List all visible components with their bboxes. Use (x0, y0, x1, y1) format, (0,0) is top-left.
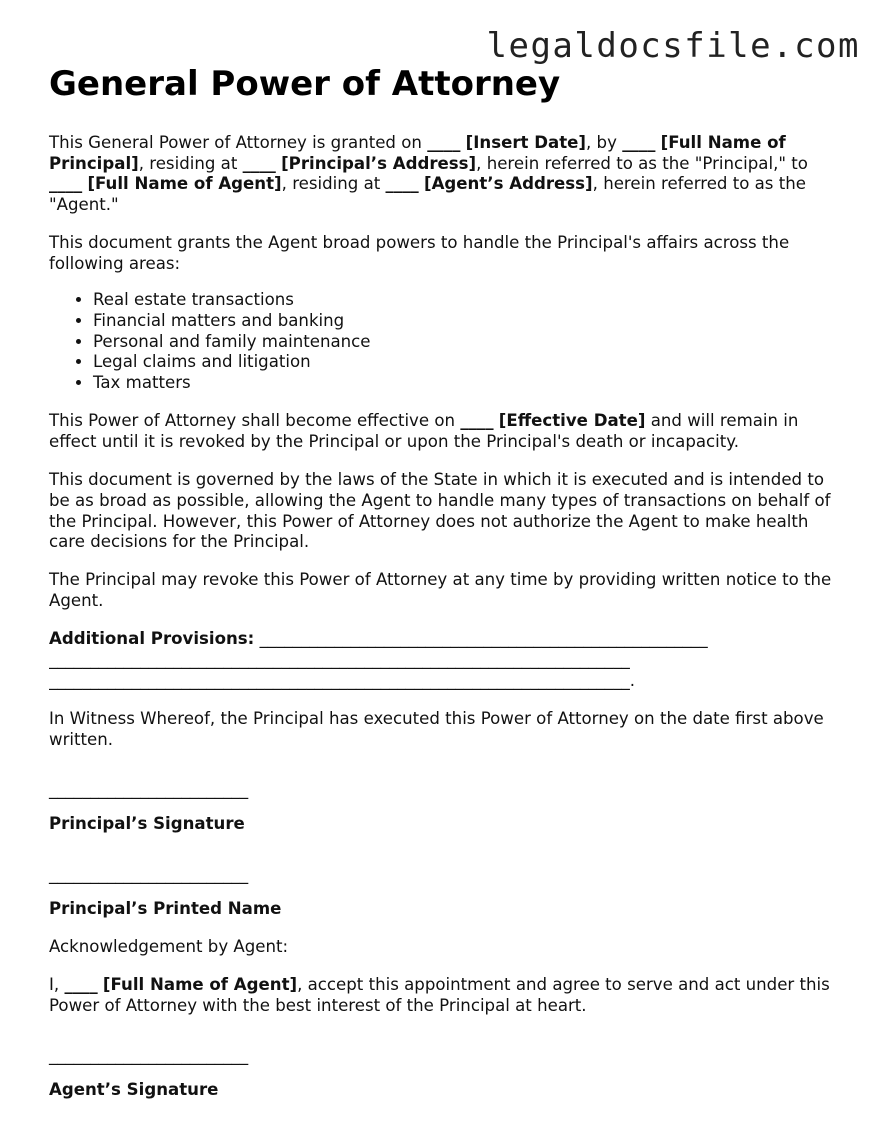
ack-agent-blank: ____ (64, 974, 98, 994)
principal-name-placeholder: [Full Name of Principal] (49, 133, 786, 173)
grant-paragraph: This document grants the Agent broad powers to handle the Principal's affairs across the following areas: (49, 233, 790, 274)
list-item: • Financial matters and banking (93, 311, 839, 332)
governing-law-paragraph: This document is governed by the laws of the State in which it is executed and is intended to be as broad as possible, allowing the Agent to handle many types of transactions on behalf of the Principal. However, this Power of Attorney does not authorize the Agent to make health care decisions for the Principal. (49, 470, 831, 552)
list-item: • Legal claims and litigation (93, 352, 839, 373)
provisions-blank-3: ______________________________________________________________________. (49, 670, 636, 690)
intro-paragraph (49, 133, 839, 216)
agent-address-blank: ____ (385, 174, 419, 194)
intro-text-4: , herein referred to as the "Principal," to (476, 153, 808, 173)
revocation-paragraph: The Principal may revoke this Power of Attorney at any time by providing written notice to the Agent. (49, 570, 832, 611)
list-item: • Real estate transactions (93, 290, 839, 311)
principal-address-placeholder: [Principal’s Address] (281, 153, 477, 173)
powers-list (49, 290, 839, 394)
effective-date-placeholder: [Effective Date] (498, 411, 646, 431)
principal-signature-label: Principal’s Signature (49, 814, 245, 834)
effective-paragraph (49, 411, 839, 452)
principal-printed-name-label: Principal’s Printed Name (49, 899, 282, 919)
site-watermark: legaldocsfile.com (486, 26, 860, 66)
principal-name-blank: ____ (622, 133, 656, 152)
effective-text-2: and will remain in effect until it is revoked by the Principal or upon the Principal's death or incapacity. (49, 411, 799, 451)
intro-text-5: , residing at (281, 174, 386, 194)
principal-printed-name-block (49, 865, 839, 920)
principal-address-blank: ____ (242, 153, 276, 173)
provisions-blank-1: ______________________________________________________ (254, 629, 708, 649)
document-title: General Power of Attorney (49, 64, 561, 104)
additional-provisions (49, 629, 839, 691)
effective-date-blank: ____ (460, 411, 494, 431)
principal-signature-block (49, 780, 839, 835)
agent-signature-block (49, 1046, 839, 1101)
intro-text-6: , herein referred to as the "Agent." (49, 174, 806, 215)
provisions-blank-2: ______________________________________________________________________ (49, 650, 630, 670)
witness-paragraph: In Witness Whereof, the Principal has executed this Power of Attorney on the date first above written. (49, 708, 824, 749)
additional-provisions-line-1 (49, 629, 839, 650)
intro-text-2: , by (586, 133, 623, 152)
additional-provisions-label: Additional Provisions: (49, 629, 255, 649)
agent-name-placeholder: [Full Name of Agent] (87, 174, 282, 194)
agent-signature-line: ________________________ (49, 1046, 249, 1066)
agent-name-blank: ____ (49, 174, 83, 194)
document-body (49, 62, 839, 1101)
list-item: • Tax matters (93, 373, 839, 394)
ack-agent-name-placeholder: [Full Name of Agent] (102, 974, 298, 994)
ack-text-1: I, (49, 974, 65, 994)
principal-printed-name-line: ________________________ (49, 865, 249, 885)
effective-text-1: This Power of Attorney shall become effective on (49, 411, 461, 431)
acknowledgement-heading: Acknowledgement by Agent: (49, 936, 289, 956)
acknowledgement-paragraph (49, 975, 839, 1016)
principal-signature-line: ________________________ (49, 780, 249, 800)
ack-text-2: , accept this appointment and agree to serve and act under this Power of Attorney with the best interest of the Principal at heart. (49, 974, 830, 1015)
agent-address-placeholder: [Agent’s Address] (424, 174, 593, 194)
agent-signature-label: Agent’s Signature (49, 1080, 219, 1100)
intro-text-3: , residing at (138, 153, 243, 173)
insert-date-placeholder: [Insert Date] (465, 133, 586, 152)
intro-text-1: This General Power of Attorney is granted on (49, 133, 428, 152)
date-blank: ____ (427, 133, 461, 152)
list-item: • Personal and family maintenance (93, 332, 839, 353)
